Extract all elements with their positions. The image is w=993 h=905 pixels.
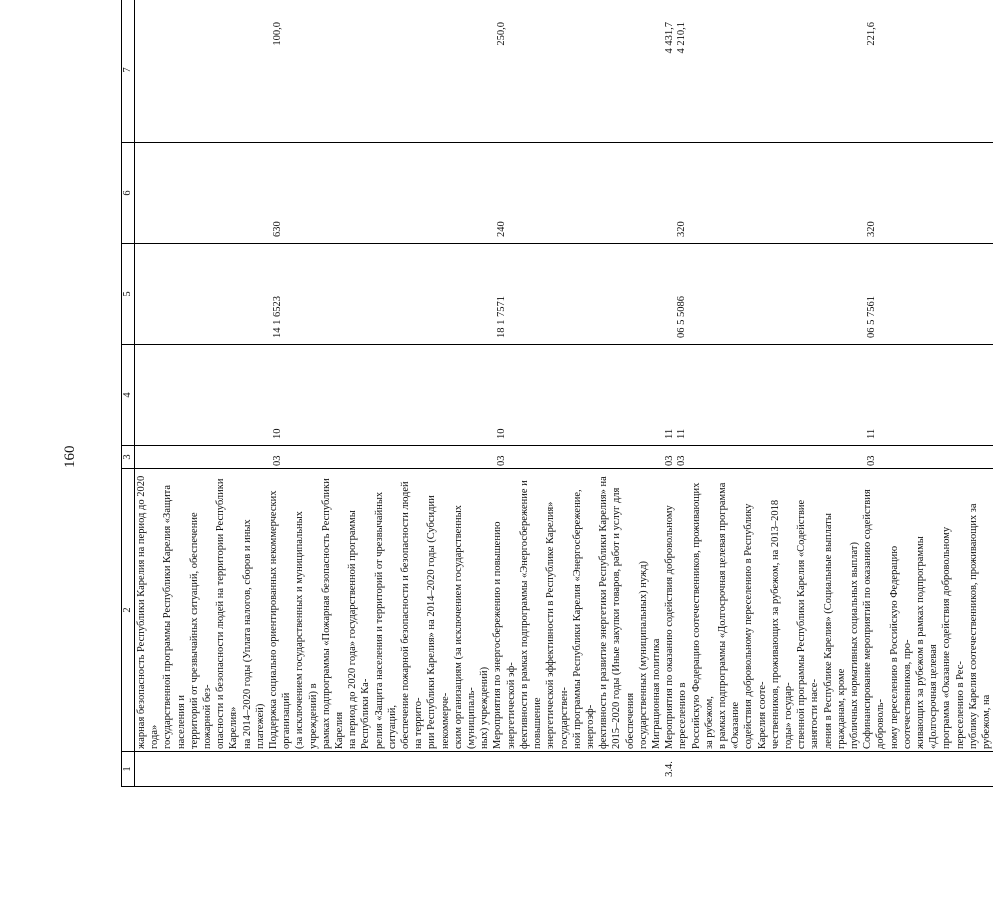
expense-type-value: 320 <box>866 221 878 237</box>
description-line: государственной программы Республики Карелия «Защита населения и <box>162 484 187 749</box>
subsection-code-cell <box>491 345 649 446</box>
amount-cell <box>267 0 491 143</box>
description-line: живающих за рубежом в рамках подпрограммы «Долгосрочная целевая <box>914 536 940 749</box>
description-cell <box>491 469 649 752</box>
amount-cell <box>861 0 993 143</box>
table-row <box>491 0 649 787</box>
description-line: рии Республики Карелия» на 2014–2020 годы (Субсидии некоммерче- <box>426 495 451 749</box>
subsection-code-value: 10 <box>496 428 508 439</box>
expense-type-cell <box>491 143 649 244</box>
description-line: чественников, проживающих за рубежом, на 2013–2018 годы» государ- <box>769 499 794 749</box>
amount-cell <box>650 0 861 143</box>
target-article-cell <box>861 244 993 345</box>
description-line: обеспечение пожарной безопасности и безопасности людей на террито- <box>400 481 425 749</box>
description-line: фективность и развитие энергетики Республики Карелия» на <box>598 476 610 749</box>
description-line: публичных нормативных социальных выплат) <box>848 542 860 749</box>
expense-type-cell <box>267 143 491 244</box>
table-row <box>135 0 268 787</box>
page-number: 160 <box>62 445 78 468</box>
section-code-value: 03 <box>663 455 675 466</box>
header-cell-6: 6 <box>122 143 135 244</box>
target-article-cell <box>650 244 861 345</box>
description-line: (за исключением государственных и муниципальных учреждений) в <box>294 511 319 749</box>
section-code-cell <box>267 446 491 469</box>
amount-cell <box>491 0 649 143</box>
description-line: Миграционная политика <box>650 638 662 749</box>
subsection-code-value: 11 <box>675 428 687 439</box>
target-article-cell <box>267 244 491 345</box>
description-line: опасности и безопасности людей на территории Республики Карелия» <box>215 478 240 749</box>
header-cell-4: 4 <box>122 345 135 446</box>
expense-type-value: 240 <box>496 221 508 237</box>
amount-value: 100,0 <box>272 22 284 46</box>
description-line: ским организациям (за исключением государственных (муниципаль- <box>452 505 478 749</box>
description-cell <box>135 469 268 752</box>
description-line: публику Карелия соотечественников, проживающих за рубежом, на <box>967 503 992 749</box>
description-line: Мероприятия по энергосбережению и повышению энергетической эф- <box>492 521 517 749</box>
description-line: ному переселению в Российскую Федерацию соотечественников, про- <box>888 545 913 749</box>
description-line: рамках подпрограммы «Пожарная безопасность Республики Карелия <box>320 478 346 749</box>
description-line: жарная безопасность Республики Карелия на период до 2020 года» <box>136 475 161 749</box>
description-line: Софинансирование мероприятий по оказанию содействия доброволь- <box>862 489 887 749</box>
description-line: ственной программы Республики Карелия «Содействие занятости насе- <box>796 499 821 749</box>
amount-value: 250,0 <box>496 22 508 46</box>
row-number-cell: 3.4. <box>650 752 861 787</box>
amount-value: 221,6 <box>866 22 878 46</box>
row-number-cell <box>491 752 649 787</box>
amount-cell <box>135 0 268 143</box>
row-number-cell <box>135 752 268 787</box>
table-body <box>135 0 993 787</box>
budget-table <box>121 0 993 787</box>
description-line: содействия добровольному переселению в Республику Карелия соотe- <box>743 503 768 749</box>
description-line: фективности в рамках подпрограммы «Энергосбережение и повышение <box>518 480 544 749</box>
target-article-value: 18 1 7571 <box>496 296 508 338</box>
description-line: 2015–2020 годы (Иные закупки товаров, работ и услуг для обеспечения <box>611 487 636 749</box>
expense-type-value: 630 <box>272 221 284 237</box>
amount-value: 4 210,1 <box>675 22 687 54</box>
row-number-cell <box>267 752 491 787</box>
target-article-cell <box>135 244 268 345</box>
description-line: ления в Республике Карелия» (Социальные выплаты гражданам, кроме <box>822 513 847 749</box>
rotated-page <box>121 22 992 787</box>
target-article-value: 14 1 6523 <box>272 296 284 338</box>
description-line: энергетической эффективности в Республике Карелия» государствен- <box>545 501 570 749</box>
subsection-code-cell <box>135 345 268 446</box>
description-line: ных) учреждений) <box>479 666 491 749</box>
header-cell-3: 3 <box>122 446 135 469</box>
description-line: программа «Оказание содействия добровольному переселению в Рес- <box>941 526 966 749</box>
header-row <box>122 0 135 787</box>
description-line: релия «Защита населения и территорий от чрезвычайных ситуаций, <box>373 491 398 749</box>
expense-type-cell <box>861 143 993 244</box>
header-cell-7: 7 <box>122 0 135 143</box>
header-cell-1: 1 <box>122 752 135 787</box>
amount-value: 4 431,7 <box>663 22 675 54</box>
section-code-value: 03 <box>675 455 687 466</box>
description-cell <box>267 469 491 752</box>
section-code-value: 03 <box>272 455 284 466</box>
subsection-code-cell <box>861 345 993 446</box>
header-cell-5: 5 <box>122 244 135 345</box>
section-code-cell <box>135 446 268 469</box>
section-code-value: 03 <box>866 455 878 466</box>
expense-type-value <box>664 145 676 237</box>
description-line: в рамках подпрограммы «Долгосрочная целевая программа «Оказание <box>716 482 742 749</box>
description-line: ной программы Республики Карелия «Энергосбережение, энергоэф- <box>571 489 596 749</box>
description-line: на 2014–2020 годы (Уплата налогов, сборов и иных платежей) <box>241 519 266 749</box>
header-cell-2: 2 <box>122 469 135 752</box>
target-article-cell <box>491 244 649 345</box>
subsection-code-value: 10 <box>272 428 284 439</box>
expense-type-cell <box>650 143 861 244</box>
description-line: Мероприятия по оказанию содействия добровольному переселению в <box>664 505 689 749</box>
subsection-code-cell <box>267 345 491 446</box>
table-row <box>267 0 491 787</box>
description-cell <box>861 469 993 752</box>
target-article-value <box>664 246 676 338</box>
row-number-cell <box>861 752 993 787</box>
section-code-cell <box>861 446 993 469</box>
table-row <box>650 0 861 787</box>
description-line: территорий от чрезвычайных ситуаций, обеспечение пожарной без- <box>188 512 214 749</box>
description-line: на период до 2020 года» государственной программы Республики Ка- <box>347 510 372 749</box>
target-article-value: 06 5 7561 <box>866 296 878 338</box>
subsection-code-cell <box>650 345 861 446</box>
target-article-value: 06 5 5086 <box>675 296 687 338</box>
section-code-cell <box>650 446 861 469</box>
description-cell <box>650 469 861 752</box>
subsection-code-value: 11 <box>866 428 878 439</box>
section-code-cell <box>491 446 649 469</box>
subsection-code-value: 11 <box>663 428 675 439</box>
section-code-value: 03 <box>496 455 508 466</box>
description-line: государственных (муниципальных) нужд) <box>637 560 649 749</box>
table-row <box>861 0 993 787</box>
description-line: Поддержка социально ориентированных некоммерческих организаций <box>268 490 293 749</box>
expense-type-value: 320 <box>675 221 687 237</box>
expense-type-cell <box>135 143 268 244</box>
description-line: Российскую Федерацию соотечественников, проживающих за рубежом, <box>690 482 715 749</box>
